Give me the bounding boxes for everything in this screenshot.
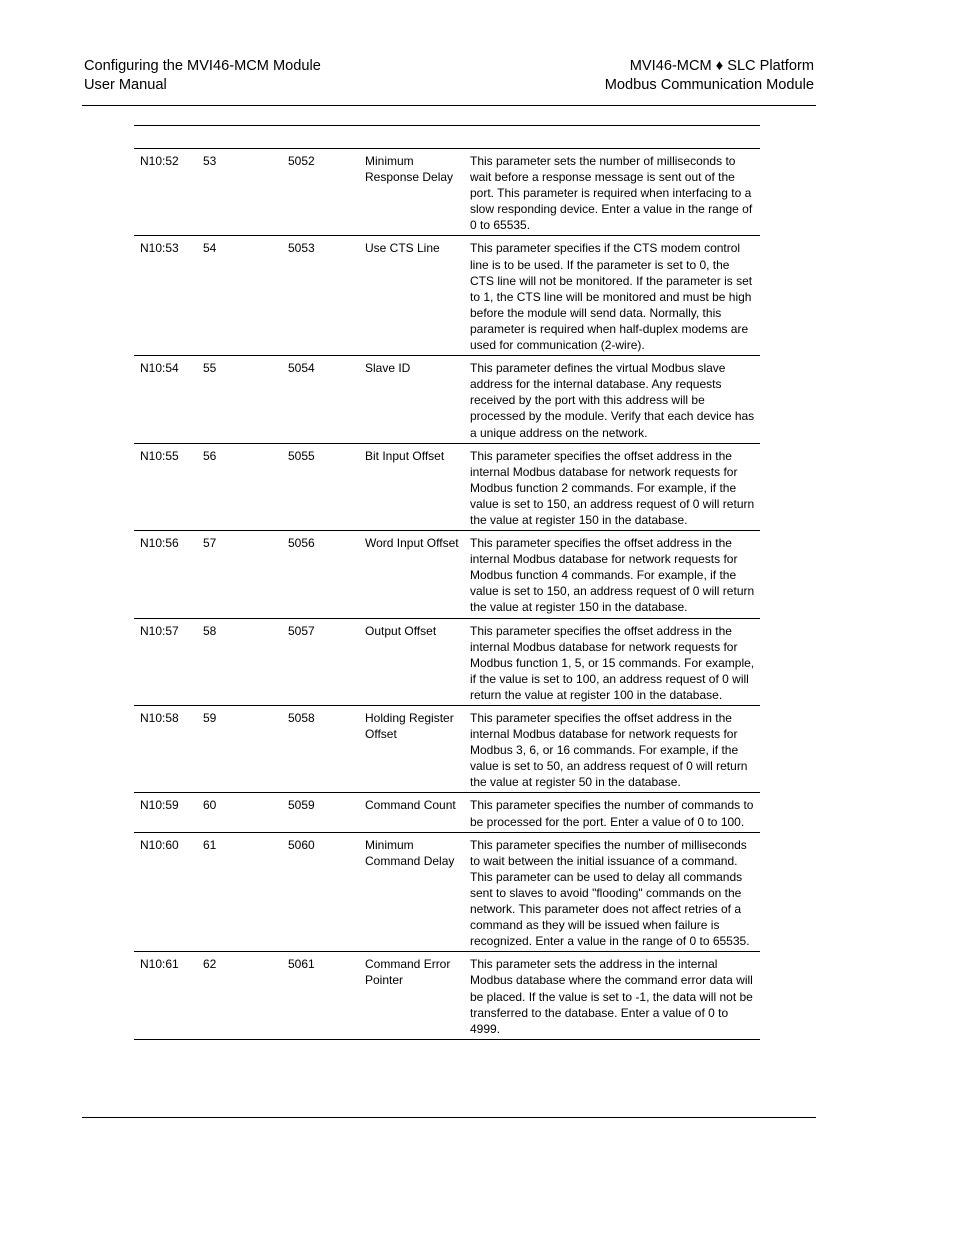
table-row — [134, 793, 760, 832]
cell-parameter-name: Word Input Offset — [359, 531, 464, 618]
footer-divider — [82, 1117, 816, 1118]
cell-config-offset: 5057 — [282, 618, 359, 705]
page-header-left — [84, 57, 321, 95]
table-row — [134, 952, 760, 1039]
parameter-table — [134, 125, 760, 1040]
cell-parameter-name: Command Count — [359, 793, 464, 832]
cell-offset: 60 — [197, 793, 282, 832]
cell-parameter-name: Minimum Response Delay — [359, 149, 464, 236]
header-document-type: User Manual — [84, 77, 167, 93]
cell-parameter-name: Use CTS Line — [359, 236, 464, 356]
cell-parameter-name: Minimum Command Delay — [359, 832, 464, 952]
cell-parameter-name: Bit Input Offset — [359, 443, 464, 530]
cell-offset: 57 — [197, 531, 282, 618]
header-product-subtitle: Modbus Communication Module — [604, 77, 814, 93]
cell-offset: 54 — [197, 236, 282, 356]
cell-description: This parameter sets the address in the internal Modbus database where the command error data will be placed. If the value is set to -1, the data will not be transferred to the database. Enter a value of 0 to 4999. — [464, 952, 760, 1039]
cell-config-offset: 5056 — [282, 531, 359, 618]
cell-config-offset: 5055 — [282, 443, 359, 530]
table-row — [134, 531, 760, 618]
cell-description: This parameter specifies the number of milliseconds to wait between the initial issuance of a command. This parameter can be used to delay all commands sent to slaves to avoid "flooding" commands on the network. This parameter does not affect retries of a command as they will be issued when failure is recognized. Enter a value in the range of 0 to 65535. — [464, 832, 760, 952]
cell-config-offset: 5060 — [282, 832, 359, 952]
cell-address: N10:57 — [134, 618, 197, 705]
cell-address: N10:58 — [134, 706, 197, 793]
cell-description: This parameter defines the virtual Modbus slave address for the internal database. Any requests received by the port with this address will be processed by the module. Verify that each device has a unique address on the network. — [464, 356, 760, 443]
cell-description: This parameter specifies the offset address in the internal Modbus database for network requests for Modbus 3, 6, or 16 commands. For example, if the value is set to 50, an address request of 0 will return the value at register 50 in the database. — [464, 706, 760, 793]
cell-address: N10:53 — [134, 236, 197, 356]
cell-address: N10:55 — [134, 443, 197, 530]
cell-description: This parameter specifies the offset address in the internal Modbus database for network requests for Modbus function 2 commands. For example, if the value is set to 150, an address request of 0 will return the value at register 150 in the database. — [464, 443, 760, 530]
cell-config-offset: 5058 — [282, 706, 359, 793]
table-row — [134, 149, 760, 236]
cell-parameter-name: Command Error Pointer — [359, 952, 464, 1039]
cell-config-offset: 5054 — [282, 356, 359, 443]
cell-address: N10:60 — [134, 832, 197, 952]
cell-address: N10:54 — [134, 356, 197, 443]
cell-offset: 53 — [197, 149, 282, 236]
cell-parameter-name: Slave ID — [359, 356, 464, 443]
cell-description: This parameter specifies if the CTS modem control line is to be used. If the parameter is set to 0, the CTS line will not be monitored. If the parameter is set to 1, the CTS line will be monitored and must be high before the module will send data. Normally, this parameter is required when half-duplex modems are used for communication (2-wire). — [464, 236, 760, 356]
cell-address: N10:56 — [134, 531, 197, 618]
header-divider — [82, 105, 816, 106]
cell-address: N10:61 — [134, 952, 197, 1039]
header-document-title: Configuring the MVI46-MCM Module — [84, 58, 321, 74]
parameter-table-body — [134, 149, 760, 1040]
cell-offset: 59 — [197, 706, 282, 793]
table-header-band — [134, 125, 760, 149]
table-row — [134, 236, 760, 356]
table-row — [134, 618, 760, 705]
cell-description: This parameter sets the number of milliseconds to wait before a response message is sent out of the port. This parameter is required when interfacing to a slow responding device. Enter a value in the range of 0 to 65535. — [464, 149, 760, 236]
cell-config-offset: 5061 — [282, 952, 359, 1039]
table-row — [134, 706, 760, 793]
cell-description: This parameter specifies the offset address in the internal Modbus database for network requests for Modbus function 4 commands. For example, if the value is set to 150, an address request of 0 will return the value at register 150 in the database. — [464, 531, 760, 618]
page-header-right — [605, 57, 814, 95]
cell-offset: 61 — [197, 832, 282, 952]
cell-config-offset: 5052 — [282, 149, 359, 236]
cell-parameter-name: Holding Register Offset — [359, 706, 464, 793]
cell-offset: 62 — [197, 952, 282, 1039]
cell-address: N10:59 — [134, 793, 197, 832]
cell-config-offset: 5059 — [282, 793, 359, 832]
cell-address: N10:52 — [134, 149, 197, 236]
table-row — [134, 832, 760, 952]
table-row — [134, 356, 760, 443]
cell-offset: 58 — [197, 618, 282, 705]
cell-offset: 56 — [197, 443, 282, 530]
header-product-name: MVI46-MCM ♦ SLC Platform — [629, 58, 814, 74]
table-row — [134, 443, 760, 530]
cell-description: This parameter specifies the offset address in the internal Modbus database for network requests for Modbus function 1, 5, or 15 commands. For example, if the value is set to 100, an address request of 0 will return the value at register 100 in the database. — [464, 618, 760, 705]
cell-parameter-name: Output Offset — [359, 618, 464, 705]
cell-config-offset: 5053 — [282, 236, 359, 356]
cell-offset: 55 — [197, 356, 282, 443]
cell-description: This parameter specifies the number of commands to be processed for the port. Enter a value of 0 to 100. — [464, 793, 760, 832]
